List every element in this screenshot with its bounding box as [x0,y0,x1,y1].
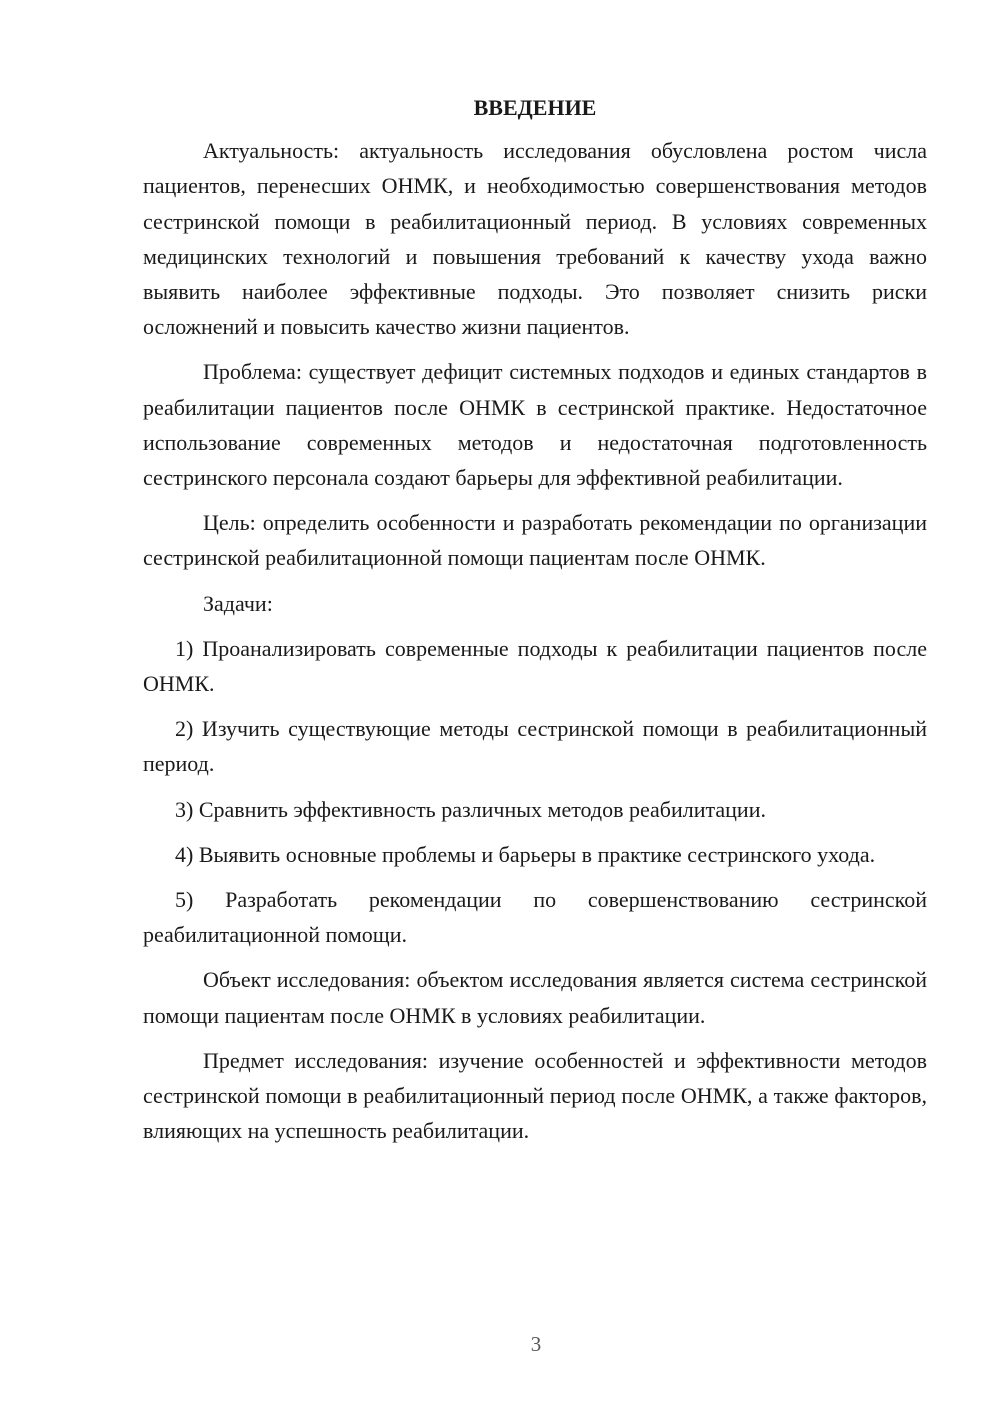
goal-paragraph: Цель: определить особенности и разработать рекомендации по организации сестринской реабилитационной помощи пациентам после ОНМК. [143,510,927,571]
relevance-paragraph: Актуальность: актуальность исследования обусловлена ростом числа пациентов, перенесших ОНМК, и необходимостью совершенствования методов сестринской помощи в реабилитационный период. В условиях современных медицинских технологий и повышения требований к качеству ухода важно выявить наиболее эффективные подходы. Это позволяет снизить риски осложнений и повысить качество жизни пациентов. [143,138,927,340]
task-item-1: 1) Проанализировать современные подходы к реабилитации пациентов после ОНМК. [143,635,927,697]
tasks-list [143,631,927,953]
tasks-label: Задачи: [203,590,273,616]
problem-paragraph: Проблема: существует дефицит системных подходов и единых стандартов в реабилитации пациентов после ОНМК в сестринской практике. Недостаточное использование современных методов и недостаточная подготовленность сестринского персонала создают барьеры для эффективной реабилитации. [143,359,927,491]
subject-paragraph: Предмет исследования: изучение особенностей и эффективности методов сестринской помощи в реабилитационный период после ОНМК, а также факторов, влияющих на успешность реабилитации. [143,1047,927,1144]
task-item-2: 2) Изучить существующие методы сестринской помощи в реабилитационный период. [143,716,927,777]
page-number: 3 [530,1332,542,1356]
section-heading: ВВЕДЕНИЕ [473,95,597,120]
task-item-3: 3) Сравнить эффективность различных методов реабилитации. [175,796,766,822]
task-item-5: 5) Разработать рекомендации по совершенствованию сестринской реабилитационной помощи. [143,887,927,948]
task-item-4: 4) Выявить основные проблемы и барьеры в практике сестринского ухода. [175,841,876,867]
document-page [143,90,927,1158]
object-paragraph: Объект исследования: объектом исследования является система сестринской помощи пациентам после ОНМК в условиях реабилитации. [143,967,927,1028]
